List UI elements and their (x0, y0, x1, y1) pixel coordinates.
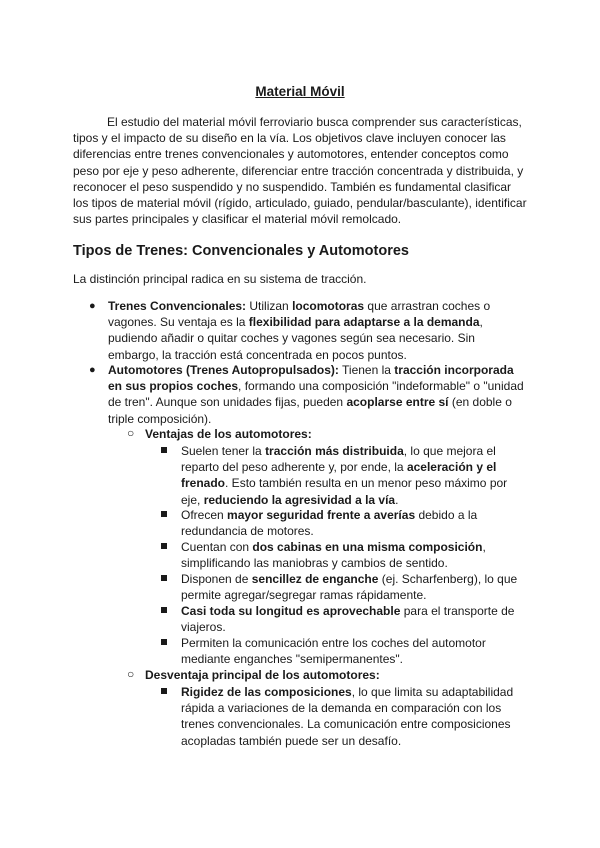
list-item-automotores: ● Automotores (Trenes Autopropulsados): Tienen la tracción incorporada en sus propios coches, formando una composición "indeformable" o "unidad de tren". Aunque son unidades fijas, pueden acoplarse entre sí (en doble o triple composición). (89, 363, 524, 426)
desventaja-item: Rigidez de las composiciones, lo que limita su adaptabilidad rápida a variaciones de la demanda en comparación con los trenes convencionales. La comunicación entre composiciones acopladas también puede ser un desafío. (181, 684, 521, 749)
circle-marker: ○ (127, 426, 135, 440)
sublist-heading-ventajas: ○ Ventajas de los automotores: (127, 426, 312, 441)
square-bullet-icon (161, 639, 167, 645)
sublist-heading-desventaja: ○ Desventaja principal de los automotores: (127, 667, 380, 682)
page-title: Material Móvil (255, 84, 345, 99)
square-bullet-icon (161, 447, 167, 453)
square-bullet-icon (161, 575, 167, 581)
ventaja-item: Disponen de sencillez de enganche (ej. Scharfenberg), lo que permite agregar/segregar ramas rápidamente. (181, 571, 521, 603)
lead-paragraph: La distinción principal radica en su sistema de tracción. (73, 272, 367, 286)
square-bullet-icon (161, 511, 167, 517)
ventaja-item: Cuentan con dos cabinas en una misma composición, simplificando las maniobras y cambios de sentido. (181, 539, 521, 571)
square-bullet-icon (161, 543, 167, 549)
square-bullet-icon (161, 607, 167, 613)
bullet-marker: ● (89, 300, 96, 312)
circle-marker: ○ (127, 667, 135, 681)
ventaja-item: Ofrecen mayor seguridad frente a averías debido a la redundancia de motores. (181, 507, 521, 539)
ventaja-item: Suelen tener la tracción más distribuida, lo que mejora el reparto del peso adherente y, por ende, la aceleración y el frenado. Esto también resulta en un menor peso máximo por eje, reduciendo la agresividad a la vía. (181, 443, 521, 508)
list-item-convencionales: ● Trenes Convencionales: Utilizan locomotoras que arrastran coches o vagones. Su ventaja es la flexibilidad para adaptarse a la demanda, pudiendo añadir o quitar coches y vagones según sea necesario. Sin embargo, la tracción está concentrada en pocos puntos. (89, 299, 491, 362)
ventaja-item: Permiten la comunicación entre los coches del automotor mediante enganches "semipermanentes". (181, 635, 521, 667)
square-bullet-icon (161, 688, 167, 694)
intro-paragraph: El estudio del material móvil ferroviario busca comprender sus características, tipos y el impacto de su diseño en la vía. Los objetivos clave incluyen conocer las diferencias entre trenes convencionales y automotores, entender conceptos como peso por eje y peso adherente, diferenciar entre tracción concentrada y distribuida, y reconocer el peso suspendido y no suspendido. También es fundamental clasificar los tipos de material móvil (rígido, articulado, guiado, pendular/basculante), identificar sus partes principales y clasificar el material móvil remolcado. (73, 115, 527, 227)
ventaja-item: Casi toda su longitud es aprovechable para el transporte de viajeros. (181, 603, 521, 635)
bullet-marker: ● (89, 364, 96, 376)
section-heading: Tipos de Trenes: Convencionales y Automotores (73, 243, 409, 259)
